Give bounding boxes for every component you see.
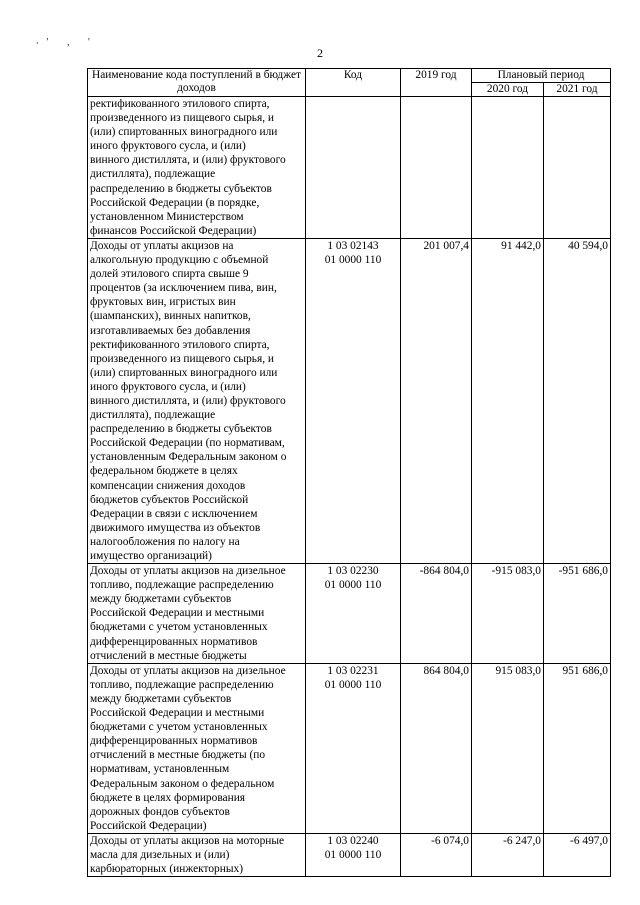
row-value-2021: -951 686,0: [544, 564, 611, 664]
row-name: ректификованного этилового спирта, произведенного из пищевого сырья, и (или) спиртованных виноградного или иного фруктового сусла, и (или) винного дистиллята, и (или) фруктового дистиллята), подлежащие распределению в бюджеты субъектов Российской Федерации (в порядке, установленном Министерством финансов Российской Федерации): [88, 97, 306, 239]
header-2020: 2020 год: [472, 83, 544, 97]
row-code: [306, 97, 401, 239]
row-value-2021: 951 686,0: [544, 663, 611, 833]
row-value-2020: 91 442,0: [472, 238, 544, 563]
row-value-2021: 40 594,0: [544, 238, 611, 563]
row-name: Доходы от уплаты акцизов на дизельное топливо, подлежащие распределению между бюджетами субъектов Российской Федерации и местными бюджетами с учетом установленных дифференцированных нормативов отчислений в местные бюджеты: [88, 564, 306, 664]
row-value-2021: [544, 97, 611, 239]
margin-marks: ⸳' , ': [36, 37, 98, 48]
header-2021: 2021 год: [544, 83, 611, 97]
header-code: Код: [306, 69, 401, 97]
page-number: 2: [317, 46, 323, 60]
row-value-2020: -6 247,0: [472, 833, 544, 876]
row-value-2019: [401, 97, 472, 239]
table-header-row: [88, 69, 611, 83]
row-name: Доходы от уплаты акцизов на дизельное топливо, подлежащие распределению между бюджетами субъектов Российской Федерации и местными бюджетами с учетом установленных дифференцированных нормативов отчислений в местные бюджеты (по нормативам, установленным Федеральным законом о федеральном бюджете в целях формирования дорожных фондов субъектов Российской Федерации): [88, 663, 306, 833]
table-row: [88, 663, 611, 833]
header-planned-period: Плановый период: [472, 69, 611, 83]
row-value-2019: 201 007,4: [401, 238, 472, 563]
row-code: 1 03 02230 01 0000 110: [306, 564, 401, 664]
row-value-2021: -6 497,0: [544, 833, 611, 876]
header-name: Наименование кода поступлений в бюджет доходов: [88, 69, 306, 97]
revenue-table: [87, 68, 611, 877]
row-name: Доходы от уплаты акцизов на алкогольную продукцию с объемной долей этилового спирта свыше 9 процентов (за исключением пива, вин, фруктовых вин, игристых вин (шампанских), винных напитков, изготавливаемых без добавления ректификованного этилового спирта, произведенного из пищевого сырья, и (или) спиртованных виноградного или иного фруктового сусла, и (или) винного дистиллята, и (или) фруктового дистиллята), подлежащие распределению в бюджеты субъектов Российской Федерации (по нормативам, установленным Федеральным законом о федеральном бюджете в целях компенсации снижения доходов бюджетов субъектов Российской Федерации в связи с исключением движимого имущества из объектов налогообложения по налогу на имущество организаций): [88, 238, 306, 563]
row-name: Доходы от уплаты акцизов на моторные масла для дизельных и (или) карбюраторных (инжекторных): [88, 833, 306, 876]
table-row: [88, 238, 611, 563]
row-value-2019: 864 804,0: [401, 663, 472, 833]
row-code: 1 03 02231 01 0000 110: [306, 663, 401, 833]
table-row: [88, 97, 611, 239]
table-row: [88, 833, 611, 876]
row-value-2020: -915 083,0: [472, 564, 544, 664]
header-2019: 2019 год: [401, 69, 472, 97]
row-value-2020: 915 083,0: [472, 663, 544, 833]
row-code: 1 03 02240 01 0000 110: [306, 833, 401, 876]
table-row: [88, 564, 611, 664]
row-code: 1 03 02143 01 0000 110: [306, 238, 401, 563]
row-value-2019: -6 074,0: [401, 833, 472, 876]
row-value-2020: [472, 97, 544, 239]
row-value-2019: -864 804,0: [401, 564, 472, 664]
